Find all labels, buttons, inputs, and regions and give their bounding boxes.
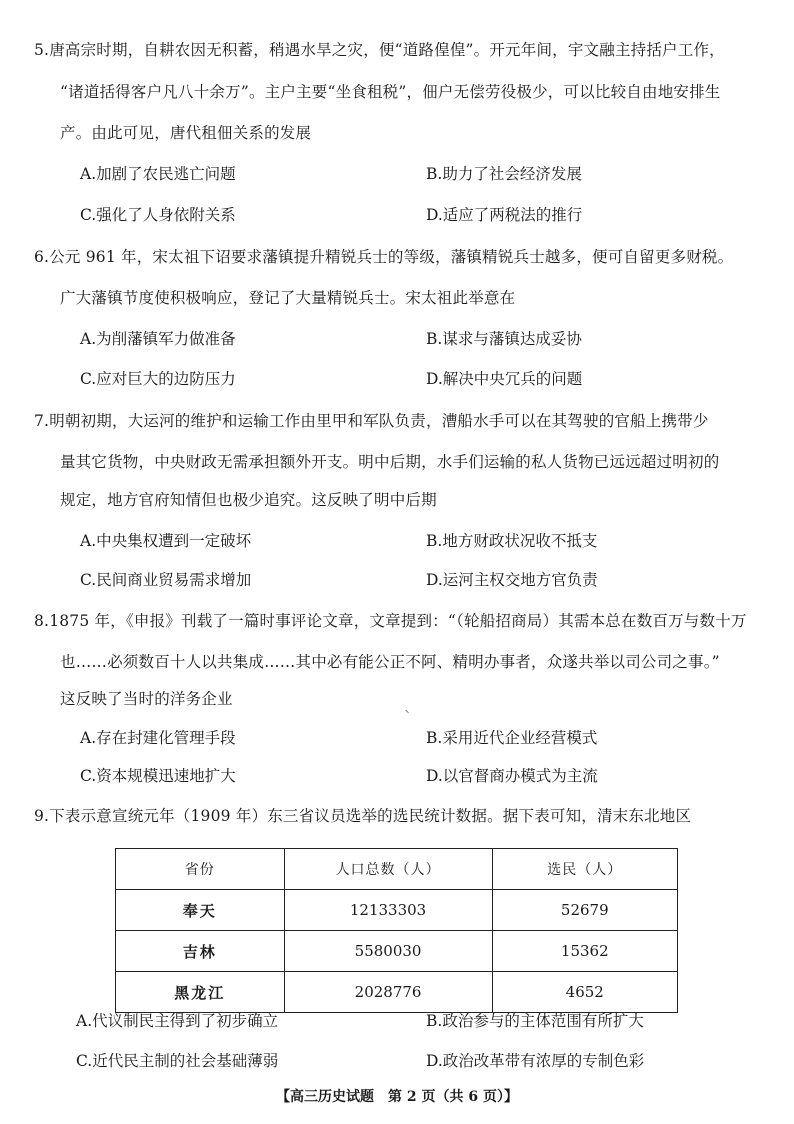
q8-line-3: 这反映了当时的洋务企业 <box>60 690 233 708</box>
table-row <box>116 972 678 1013</box>
q5-option-a[interactable]: A.加剧了农民逃亡问题 <box>80 165 236 183</box>
q8-line-2: 也……必须数百十人以共集成……其中必有能公正不阿、精明办事者，众遂共举以司公司之事。” <box>60 653 720 671</box>
q6-option-a[interactable]: A.为削藩镇军力做准备 <box>80 330 236 348</box>
q9-option-d[interactable]: D.政治改革带有浓厚的专制色彩 <box>426 1052 645 1070</box>
scan-speck <box>405 707 411 713</box>
header-province: 省份 <box>116 849 285 890</box>
cell-population: 5580030 <box>284 931 492 972</box>
page-footer: 【高三历史试题 第 2 页（共 6 页）】 <box>276 1089 518 1105</box>
cell-province: 奉天 <box>116 890 285 931</box>
q6-option-d[interactable]: D.解决中央冗兵的问题 <box>426 370 583 388</box>
q5-line-3: 产。由此可见，唐代租佃关系的发展 <box>60 124 312 142</box>
cell-population: 12133303 <box>284 890 492 931</box>
q8-option-b[interactable]: B.采用近代企业经营模式 <box>426 729 598 747</box>
cell-province: 吉林 <box>116 931 285 972</box>
q7-option-a[interactable]: A.中央集权遭到一定破坏 <box>80 532 252 550</box>
q6-option-b[interactable]: B.谋求与藩镇达成妥协 <box>426 330 582 348</box>
q7-option-d[interactable]: D.运河主权交地方官负责 <box>426 571 598 589</box>
cell-province: 黑龙江 <box>116 972 285 1013</box>
q7-option-b[interactable]: B.地方财政状况收不抵支 <box>426 532 598 550</box>
q5-line-2: “诸道括得客户凡八十余万”。主户主要“坐食租税”，佃户无偿劳役极少，可以比较自由地安排生 <box>60 83 721 101</box>
q7-option-c[interactable]: C.民间商业贸易需求增加 <box>80 571 252 589</box>
table-row <box>116 931 678 972</box>
q7-line-1: 7.明朝初期，大运河的维护和运输工作由里甲和军队负责，漕船水手可以在其驾驶的官船上携带少 <box>34 412 709 430</box>
q6-line-1: 6.公元 961 年，宋太祖下诏要求藩镇提升精锐兵士的等级，藩镇精锐兵士越多，便可自留更多财税。 <box>34 248 734 266</box>
cell-voters: 52679 <box>492 890 677 931</box>
cell-voters: 4652 <box>492 972 677 1013</box>
header-voters: 选民（人） <box>492 849 677 890</box>
q9-line-1: 9.下表示意宣统元年（1909 年）东三省议员选举的选民统计数据。据下表可知，清末东北地区 <box>34 807 692 825</box>
q5-line-1: 5.唐高宗时期，自耕农因无积蓄，稍遇水旱之灾，便“道路偟偟”。开元年间，宇文融主持括户工作， <box>34 41 725 59</box>
q5-option-d[interactable]: D.适应了两税法的推行 <box>426 206 583 224</box>
cell-population: 2028776 <box>284 972 492 1013</box>
q8-line-1: 8.1875 年，《申报》刊载了一篇时事评论文章，文章提到：“（轮船招商局）其需本总在数百万与数十万 <box>34 612 747 630</box>
q5-option-c[interactable]: C.强化了人身依附关系 <box>80 206 236 224</box>
table-row <box>116 890 678 931</box>
q8-option-d[interactable]: D.以官督商办模式为主流 <box>426 767 598 785</box>
q6-option-c[interactable]: C.应对巨大的边防压力 <box>80 370 236 388</box>
q9-option-c[interactable]: C.近代民主制的社会基础薄弱 <box>76 1052 279 1070</box>
voter-stats-table <box>115 848 678 1013</box>
cell-voters: 15362 <box>492 931 677 972</box>
q9-option-a[interactable]: A.代议制民主得到了初步确立 <box>76 1012 279 1030</box>
q8-option-c[interactable]: C.资本规模迅速地扩大 <box>80 767 236 785</box>
q9-option-b[interactable]: B.政治参与的主体范围有所扩大 <box>426 1012 644 1030</box>
header-population: 人口总数（人） <box>284 849 492 890</box>
table-header-row <box>116 849 678 890</box>
q5-option-b[interactable]: B.助力了社会经济发展 <box>426 165 582 183</box>
q7-line-3: 规定，地方官府知情但也极少追究。这反映了明中后期 <box>60 491 437 509</box>
q8-option-a[interactable]: A.存在封建化管理手段 <box>80 729 236 747</box>
q6-line-2: 广大藩镇节度使积极响应，登记了大量精锐兵士。宋太祖此举意在 <box>60 289 516 307</box>
q7-line-2: 量其它货物，中央财政无需承担额外开支。明中后期，水手们运输的私人货物已远远超过明初的 <box>60 453 720 471</box>
